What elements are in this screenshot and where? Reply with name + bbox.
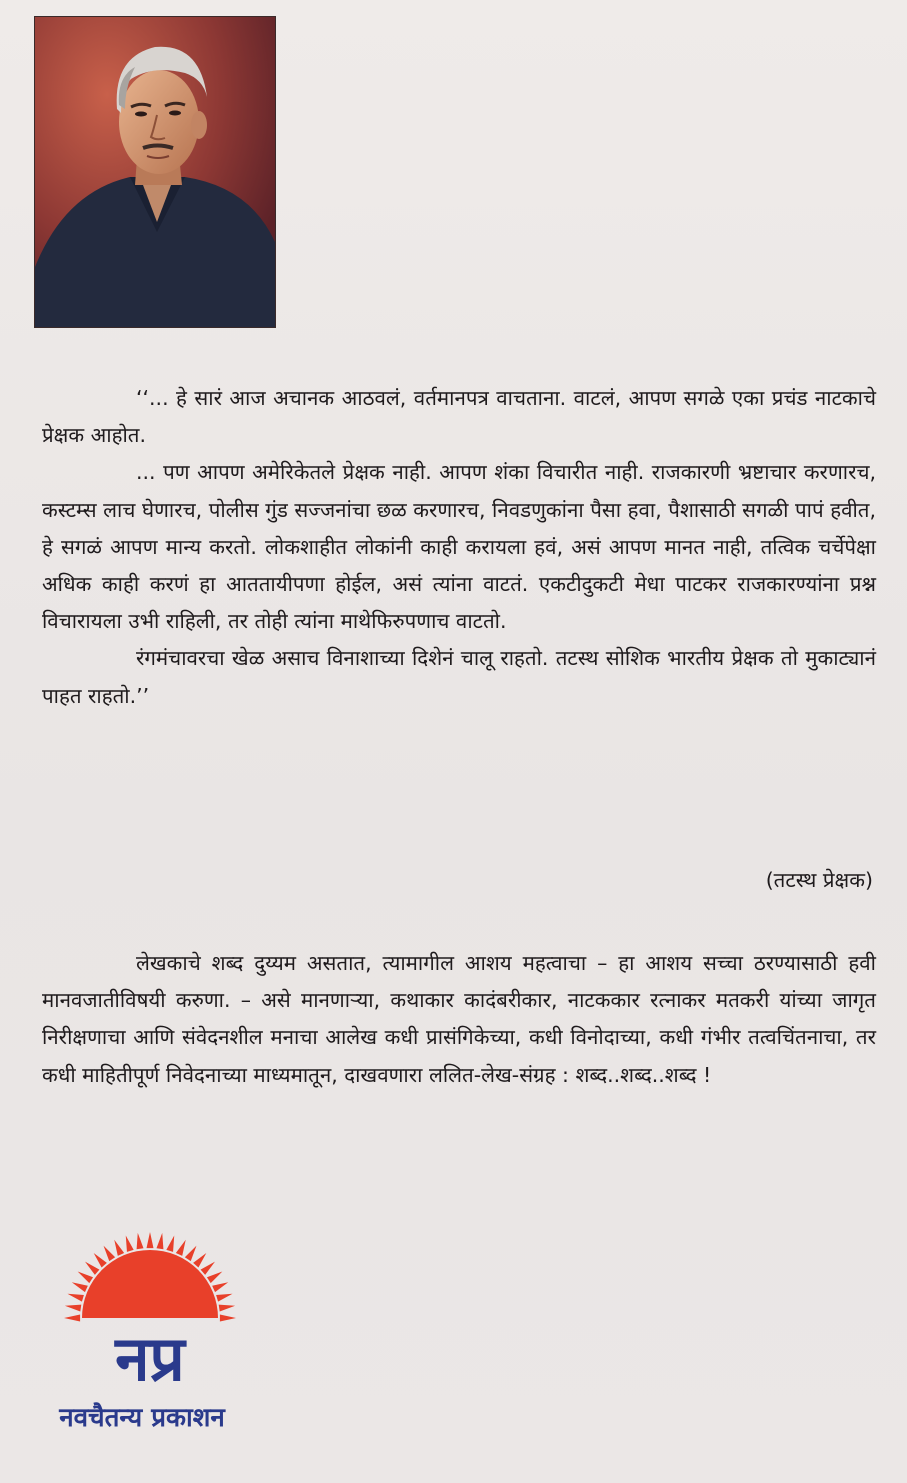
sun-ray	[212, 1282, 228, 1292]
sun-ray	[72, 1282, 88, 1292]
sun-ray	[114, 1240, 124, 1256]
blurb-paragraph: लेखकाचे शब्द दुय्यम असतात, त्यामागील आशय महत्वाचा – हा आशय सच्चा ठरण्यासाठी हवी मानवजातीविषयी करुणा. – असे मानणाऱ्या, कथाकार कादंबरीकार, नाटककार रत्नाकर मतकरी यांच्या जागृत निरीक्षणाचा आणि संवेदनशील मनाचा आलेख कधी प्रासंगिकेच्या, कधी विनोदाच्या, कधी गंभीर तत्वचिंतनाचा, तर कधी माहितीपूर्ण निवेदनाच्या माध्यमातून, दाखवणारा ललित-लेख-संग्रह : शब्द..शब्द..शब्द !	[42, 951, 876, 1087]
sun-ray	[156, 1233, 163, 1249]
publisher-logo	[60, 1230, 240, 1410]
publisher-name: नवचैतन्य प्रकाशन	[59, 1403, 225, 1433]
sun-ray	[94, 1253, 107, 1267]
sun-ray	[85, 1262, 99, 1275]
sun-ray	[78, 1272, 93, 1284]
sun-ray	[219, 1305, 235, 1312]
quote-attribution: (तटस्थ प्रेक्षक)	[765, 868, 873, 892]
author-photo	[34, 16, 276, 328]
book-blurb	[42, 945, 876, 1094]
sun-ray	[185, 1246, 197, 1261]
sun-ray	[220, 1315, 236, 1322]
sun-ray	[193, 1253, 206, 1267]
sun-ray	[65, 1305, 81, 1312]
sun-ray	[201, 1262, 215, 1275]
quote-paragraph: रंगमंचावरचा खेळ असाच विनाशाच्या दिशेनं चालू राहतो. तटस्थ सोशिक भारतीय प्रेक्षक तो मुकाट्यानं पाहत राहतो.’’	[42, 646, 876, 708]
sun-ray	[147, 1232, 154, 1248]
quote-paragraph: ‘‘... हे सारं आज अचानक आठवलं, वर्तमानपत्र वाचताना. वाटलं, आपण सगळे एका प्रचंड नाटकाचे प्रेक्षक आहोत.	[42, 386, 876, 448]
excerpt-quote	[42, 380, 876, 715]
sun-ray	[104, 1246, 116, 1261]
sun-ray	[216, 1294, 232, 1302]
sun-ray	[64, 1315, 80, 1322]
sun-ray	[176, 1240, 186, 1256]
sun-ray	[166, 1235, 174, 1251]
sun-ray	[67, 1294, 83, 1302]
logo-letters: नप्र	[115, 1322, 185, 1395]
sun-ray	[126, 1235, 134, 1251]
author-portrait-illustration	[35, 17, 275, 327]
quote-paragraph: ... पण आपण अमेरिकेतले प्रेक्षक नाही. आपण शंका विचारीत नाही. राजकारणी भ्रष्टाचार करणारच, कस्टम्स लाच घेणारच, पोलीस गुंड सज्जनांचा छळ करणारच, निवडणुकांना पैसा हवा, पैशासाठी सगळी पापं हवीत, हे सगळं आपण मान्य करतो. लोकशाहीत लोकांनी काही करायला हवं, असं आपण मानत नाही, तत्विक चर्चेपेक्षा अधिक काही करणं हा आततायीपणा होईल, असं त्यांना वाटतं. एकटीदुकटी मेधा पाटकर राजकारण्यांना प्रश्न विचारायला उभी राहिली, तर तोही त्यांना माथेफिरुपणाच वाटतो.	[42, 460, 876, 634]
sun-ray	[207, 1272, 222, 1284]
sun-ray	[137, 1233, 144, 1249]
sun-logo-icon	[60, 1230, 240, 1410]
